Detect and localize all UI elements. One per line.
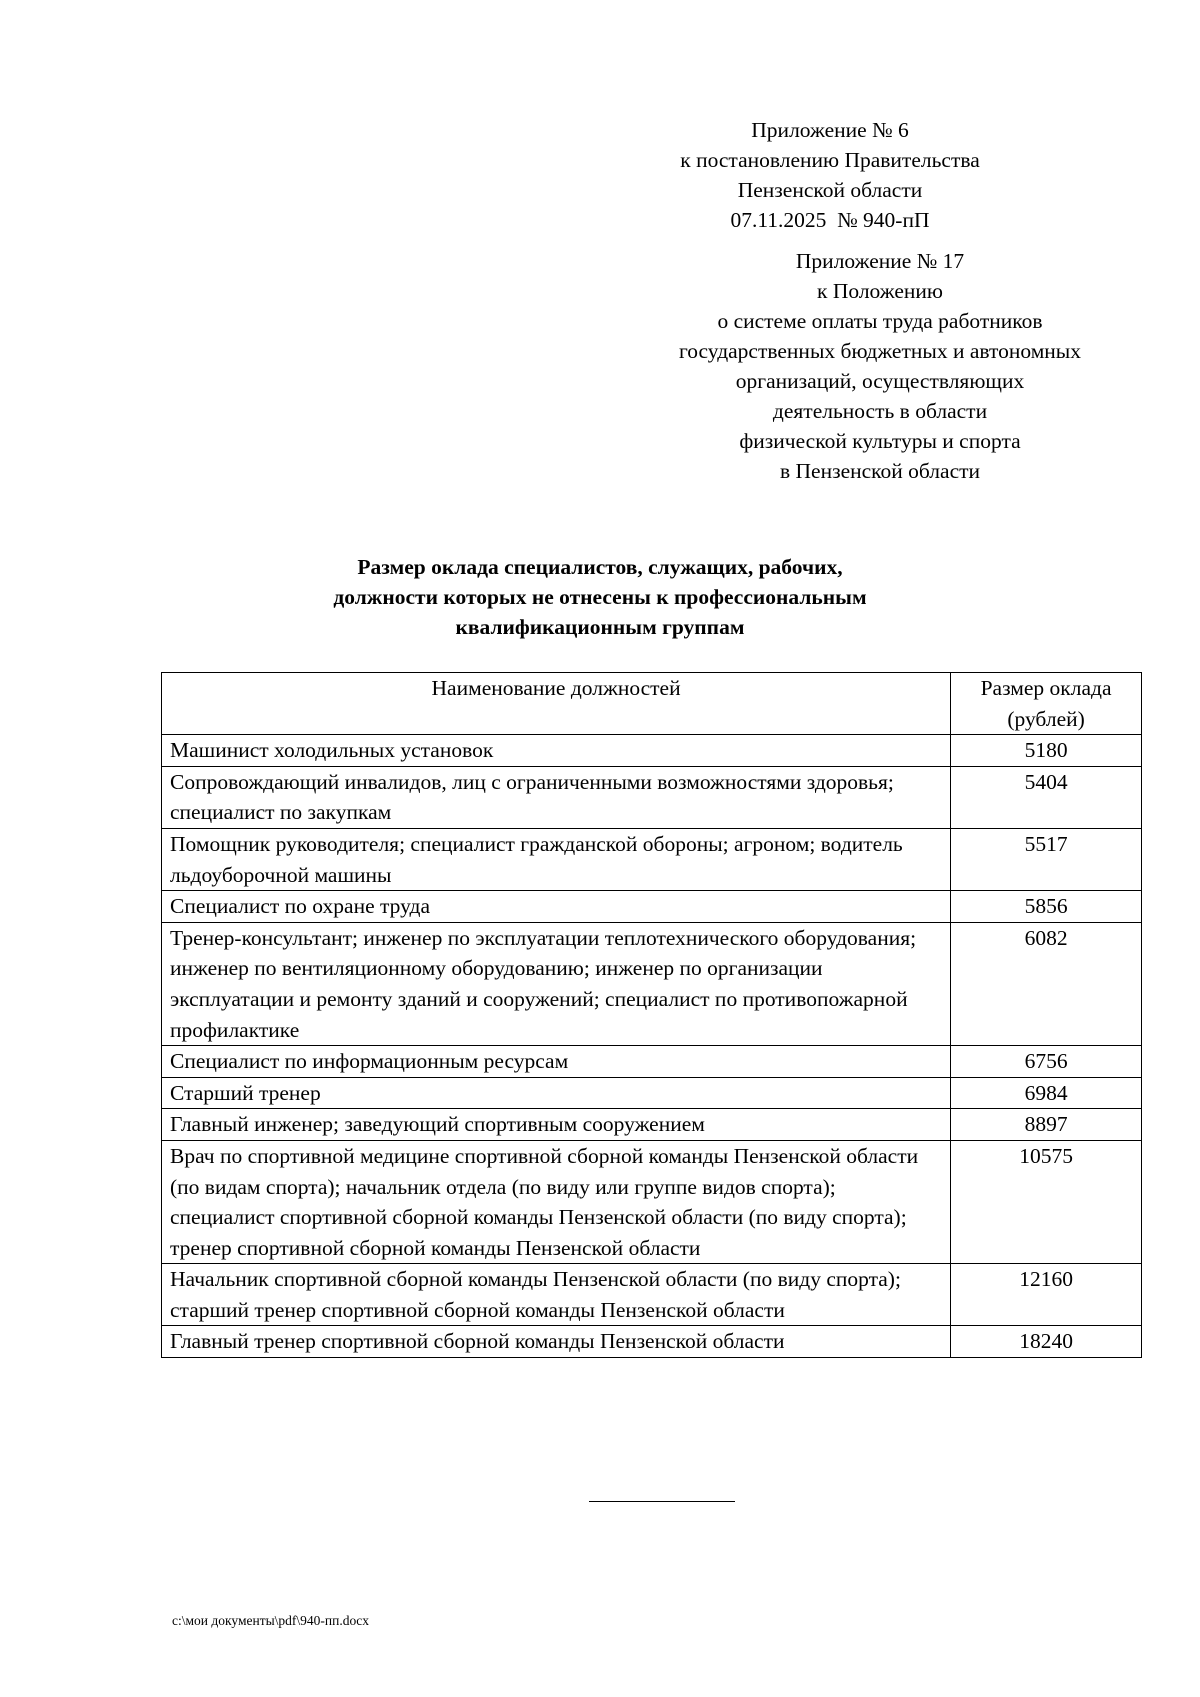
footer-file-path: c:\мои документы\pdf\940-пп.docx <box>172 1613 369 1628</box>
appendix-6-block <box>640 115 1020 235</box>
position-cell: Врач по спортивной медицине спортивной сборной команды Пензенской области (по видам спорта); начальник отдела (по виду или группе видов спорта); специалист спортивной сборной команды Пензенской области (по виду спорта); тренер спортивной сборной команды Пензенской области <box>162 1140 951 1263</box>
table-row <box>162 1264 1142 1326</box>
position-cell: Главный тренер спортивной сборной команды Пензенской области <box>162 1326 951 1358</box>
table-header-row <box>162 673 1142 735</box>
table-row <box>162 922 1142 1045</box>
table-row <box>162 828 1142 890</box>
appendix-6-line: Пензенской области <box>737 178 923 202</box>
table-row <box>162 1109 1142 1141</box>
end-divider <box>589 1501 735 1502</box>
salary-cell: 12160 <box>951 1264 1142 1326</box>
position-cell: Сопровождающий инвалидов, лиц с ограниченными возможностями здоровья; специалист по закупкам <box>162 766 951 828</box>
position-cell: Главный инженер; заведующий спортивным сооружением <box>162 1109 951 1141</box>
position-cell: Тренер-консультант; инженер по эксплуатации теплотехнического оборудования; инженер по вентиляционному оборудованию; инженер по организации эксплуатации и ремонту зданий и сооружений; специалист по противопожарной профилактике <box>162 922 951 1045</box>
salary-cell: 6756 <box>951 1046 1142 1078</box>
appendix-17-line: Приложение № 17 <box>795 249 965 273</box>
appendix-6-line: Приложение № 6 <box>751 118 909 142</box>
table-row <box>162 891 1142 923</box>
table-row <box>162 1046 1142 1078</box>
position-cell: Специалист по охране труда <box>162 891 951 923</box>
document-title-line: квалификационным группам <box>455 615 745 639</box>
header-position: Наименование должностей <box>162 673 951 735</box>
salary-cell: 5517 <box>951 828 1142 890</box>
salary-cell: 6984 <box>951 1077 1142 1109</box>
appendix-17-line: физической культуры и спорта <box>739 429 1021 453</box>
salary-cell: 6082 <box>951 922 1142 1045</box>
table-row <box>162 735 1142 767</box>
salary-cell: 5180 <box>951 735 1142 767</box>
appendix-17-line: организаций, осуществляющих <box>735 369 1025 393</box>
table-row <box>162 766 1142 828</box>
salary-cell: 10575 <box>951 1140 1142 1263</box>
table-row <box>162 1140 1142 1263</box>
position-cell: Специалист по информационным ресурсам <box>162 1046 951 1078</box>
position-cell: Старший тренер <box>162 1077 951 1109</box>
salary-cell: 5856 <box>951 891 1142 923</box>
header-salary: Размер оклада (рублей) <box>951 673 1142 735</box>
salary-cell: 18240 <box>951 1326 1142 1358</box>
appendix-17-line: в Пензенской области <box>779 459 981 483</box>
salary-table <box>161 672 1142 1358</box>
appendix-17-line: к Положению <box>817 279 943 303</box>
document-title-line: Размер оклада специалистов, служащих, рабочих, <box>357 555 843 579</box>
table-row <box>162 1077 1142 1109</box>
position-cell: Машинист холодильных установок <box>162 735 951 767</box>
document-title-line: должности которых не отнесены к профессиональным <box>333 585 867 609</box>
salary-cell: 5404 <box>951 766 1142 828</box>
table-body <box>162 735 1142 1358</box>
appendix-17-line: государственных бюджетных и автономных <box>678 339 1082 363</box>
position-cell: Начальник спортивной сборной команды Пензенской области (по виду спорта); старший тренер спортивной сборной команды Пензенской области <box>162 1264 951 1326</box>
appendix-6-date-number: 07.11.2025 № 940-пП <box>730 208 930 232</box>
appendix-17-line: деятельность в области <box>772 399 988 423</box>
appendix-17-block <box>600 246 1160 486</box>
position-cell: Помощник руководителя; специалист гражданской обороны; агроном; водитель льдоуборочной машины <box>162 828 951 890</box>
document-title <box>200 552 1000 642</box>
appendix-17-line: о системе оплаты труда работников <box>717 309 1043 333</box>
salary-cell: 8897 <box>951 1109 1142 1141</box>
appendix-6-line: к постановлению Правительства <box>680 148 980 172</box>
table-row <box>162 1326 1142 1358</box>
